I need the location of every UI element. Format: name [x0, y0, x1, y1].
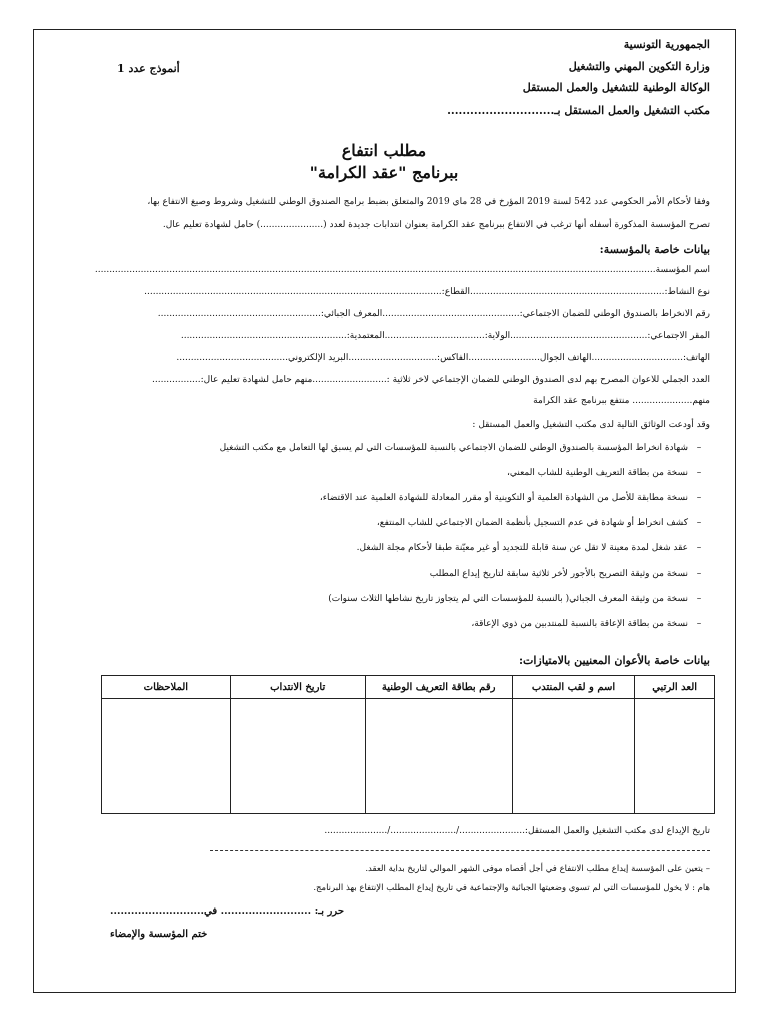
col-hire-date: تاريخ الانتداب: [230, 676, 365, 699]
note-deadline: – يتعين على المؤسسة إيداع مطلب الانتفاع في أجل أقصاه موفى الشهر الموالي لتاريخ بداية العقد.: [365, 864, 710, 874]
header-republic: الجمهورية التونسية: [623, 38, 710, 51]
header-agency: الوكالة الوطنية للتشغيل والعمل المستقل: [522, 81, 710, 94]
model-number: أنموذج عدد 1: [117, 62, 180, 75]
intro-paragraph-2: تصرح المؤسسة المذكورة أسفله أنها ترغب في الانتفاع ببرنامج عقد الكرامة بعنوان انتدابات جديدة لعدد (......................) حامل لشهادة تعليم عال.: [162, 220, 710, 230]
col-name: اسم و لقب المنتدب: [512, 676, 635, 699]
bullet-dash: –: [696, 594, 702, 604]
field-address[interactable]: المقر الاجتماعي:................................................الولاية:...................................المعتمدية:..........................................................: [180, 331, 710, 341]
header-ministry: وزارة التكوين المهني والتشغيل: [568, 60, 710, 73]
col-notes: الملاحظات: [102, 676, 231, 699]
signature-place-date[interactable]: حرر بـ: .......................... في...........................: [110, 906, 345, 917]
program-title: ببرنامج "عقد الكرامة": [309, 163, 459, 182]
document-item: [90, 594, 710, 604]
documents-intro: وقد أودعت الوثائق التالية لدى مكتب التشغيل والعمل المستقل :: [472, 420, 710, 430]
cell-name[interactable]: [512, 699, 635, 814]
bullet-dash: –: [696, 493, 702, 503]
cell-hire-date[interactable]: [230, 699, 365, 814]
header-office: مكتب التشغيل والعمل المستقل بـ............................: [447, 104, 710, 117]
bullet-dash: –: [696, 443, 702, 453]
table-header-row: [102, 676, 715, 699]
field-beneficiaries[interactable]: منهم..................... منتفع ببرنامج عقد الكرامة: [533, 396, 710, 406]
document-item: [90, 493, 710, 503]
bullet-dash: –: [696, 569, 702, 579]
cell-serial[interactable]: [635, 699, 715, 814]
bullet-dash: –: [696, 543, 702, 553]
agents-table: [101, 675, 715, 814]
col-serial: العد الرتبي: [635, 676, 715, 699]
document-text: نسخة مطابقة للأصل من الشهادة العلمية أو التكوينية أو مقرر المعادلة للشهادة العلمية عند الاقتضاء،: [319, 493, 688, 503]
field-employee-count[interactable]: العدد الجملي للأعوان المصرح بهم لدى الصندوق الوطني للضمان الإجتماعي لأخر ثلاثية :..........................منهم حامل لشهادة تعليم عال:.................: [152, 375, 710, 385]
field-institution-name[interactable]: اسم المؤسسة....................................................................................................................................................................................................: [94, 265, 710, 275]
cell-id-number[interactable]: [365, 699, 512, 814]
document-item: [90, 543, 710, 553]
deposit-date[interactable]: تاريخ الإيداع لدى مكتب التشغيل والعمل المستقل:......................./......................./......................: [324, 826, 710, 836]
agents-heading: بيانات خاصة بالأعوان المعنيين بالامتيازات:: [518, 654, 710, 667]
document-text: نسخة من وثيقة المعرف الجبائي( بالنسبة للمؤسسات التي لم يتجاوز تاريخ نشاطها الثلاث سنوات): [328, 594, 688, 604]
document-item: [90, 443, 710, 453]
document-text: نسخة من بطاقة التعريف الوطنية للشاب المعني،: [506, 468, 688, 478]
bullet-dash: –: [696, 619, 702, 629]
document-text: نسخة من وثيقة التصريح بالأجور لأخر ثلاثية سابقة لتاريخ إيداع المطلب: [429, 569, 688, 579]
bullet-dash: –: [696, 468, 702, 478]
field-contacts[interactable]: الهاتف:................................الهاتف الجوال.........................الفاكس:...............................البريد الإلكتروني.......................................: [176, 353, 710, 363]
document-item: [90, 569, 710, 579]
document-text: عقد شغل لمدة معينة لا تقل عن سنة قابلة للتجديد أو غير معيّنة طبقا لأحكام مجلة الشغل.: [356, 543, 688, 553]
note-important: هام : لا يخول للمؤسسات التي لم تسوي وضعيتها الجبائية والإجتماعية في تاريخ إيداع المطلب الإنتفاع بهذ البرنامج.: [313, 883, 710, 893]
form-title: مطلب انتفاع: [341, 141, 427, 160]
document-item: [90, 518, 710, 528]
document-item: [90, 619, 710, 629]
field-cnss-tax-id[interactable]: رقم الانخراط بالصندوق الوطني للضمان الاجتماعي:................................................المعرف الجبائي:.........................................................: [157, 309, 710, 319]
separator-line: [210, 850, 710, 851]
intro-paragraph-1: وفقا لأحكام الأمر الحكومي عدد 542 لسنة 2019 المؤرخ في 28 ماي 2019 والمتعلق بضبط برامج الصندوق الوطني للتشغيل وشروط وصيغ الانتفاع بها،: [147, 197, 710, 207]
stamp-signature-label: ختم المؤسسة والإمضاء: [110, 929, 208, 940]
bullet-dash: –: [696, 518, 702, 528]
document-text: شهادة انخراط المؤسسة بالصندوق الوطني للضمان الاجتماعي بالنسبة للمؤسسات التي لم يسبق لها التعامل مع مكتب التشغيل: [219, 443, 688, 453]
table-row: [102, 699, 715, 814]
document-text: كشف انخراط أو شهادة في عدم التسجيل بأنظمة الضمان الاجتماعي للشاب المنتفع،: [376, 518, 688, 528]
institution-heading: بيانات خاصة بالمؤسسة:: [599, 243, 710, 256]
col-id-number: رقم بطاقة التعريف الوطنية: [365, 676, 512, 699]
field-activity-sector[interactable]: نوع النشاط:....................................................................القطاع:........................................................................................................: [144, 287, 710, 297]
document-item: [90, 468, 710, 478]
document-text: نسخة من بطاقة الإعاقة بالنسبة للمنتدبين من ذوي الإعاقة،: [471, 619, 688, 629]
cell-notes[interactable]: [102, 699, 231, 814]
